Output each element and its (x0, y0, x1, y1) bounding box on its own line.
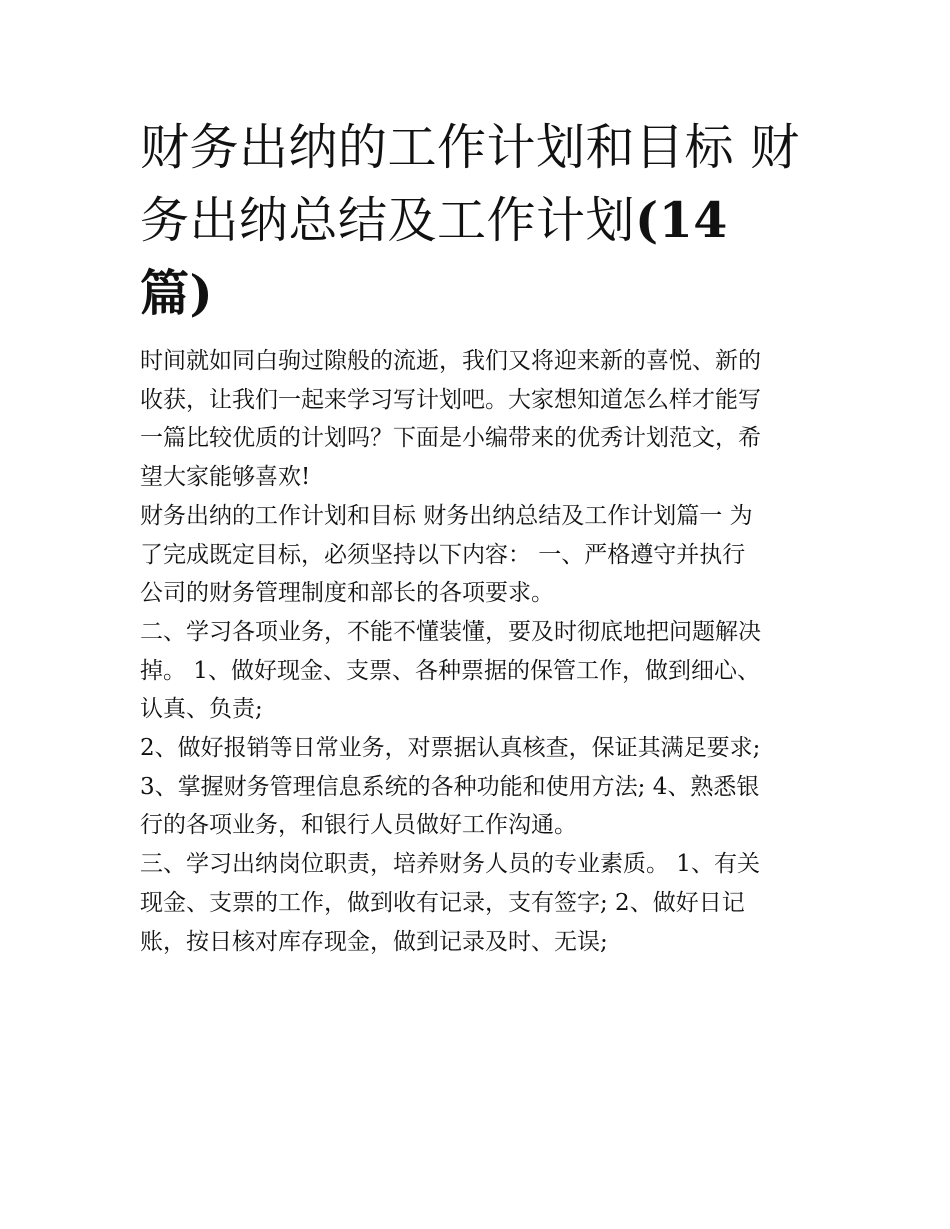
text-line: 掉。 1、做好现金、支票、各种票据的保管工作，做到细心、 (140, 657, 760, 684)
text-line: 3、掌握财务管理信息系统的各种功能和使用方法; 4、熟悉银 (140, 773, 760, 800)
document-body (140, 342, 812, 961)
text-line: 公司的财务管理制度和部长的各项要求。 (140, 580, 554, 607)
title-main-text: 财务出纳的工作计划和目标 财务出纳总结及工作计划 (140, 119, 800, 249)
text-line: 一篇比较优质的计划吗？下面是小编带来的优秀计划范文，希 (140, 425, 761, 452)
text-line: 现金、支票的工作，做到收有记录，支有签字; 2、做好日记 (140, 889, 745, 916)
item-two-paragraph (140, 613, 812, 729)
text-line: 行的各项业务，和银行人员做好工作沟通。 (140, 812, 577, 839)
intro-paragraph (140, 342, 812, 497)
text-line: 望大家能够喜欢! (140, 464, 311, 491)
text-line: 时间就如同白驹过隙般的流逝，我们又将迎来新的喜悦、新的 (140, 348, 761, 374)
text-line: 三、学习出纳岗位职责，培养财务人员的专业素质。 1、有关 (140, 851, 760, 878)
title-count-suffix: (14 篇) (140, 191, 728, 322)
text-line: 财务出纳的工作计划和目标 财务出纳总结及工作计划篇一 为 (140, 502, 753, 529)
document-title (140, 112, 812, 330)
text-line: 二、学习各项业务，不能不懂装懂，要及时彻底地把问题解决 (140, 618, 761, 645)
text-line: 认真、负责; (140, 696, 263, 723)
section-heading-paragraph (140, 497, 812, 613)
system-paragraph (140, 768, 812, 845)
text-line: 收获，让我们一起来学习写计划吧。大家想知道怎么样才能写 (140, 386, 761, 413)
item-three-paragraph (140, 845, 812, 961)
text-line: 账，按日核对库存现金，做到记录及时、无误; (140, 928, 608, 955)
reimbursement-paragraph (140, 729, 812, 768)
text-line: 2、做好报销等日常业务，对票据认真核查，保证其满足要求; (140, 735, 761, 762)
text-line: 了完成既定目标，必须坚持以下内容： 一、严格遵守并执行 (140, 541, 746, 568)
document-page (140, 112, 812, 961)
